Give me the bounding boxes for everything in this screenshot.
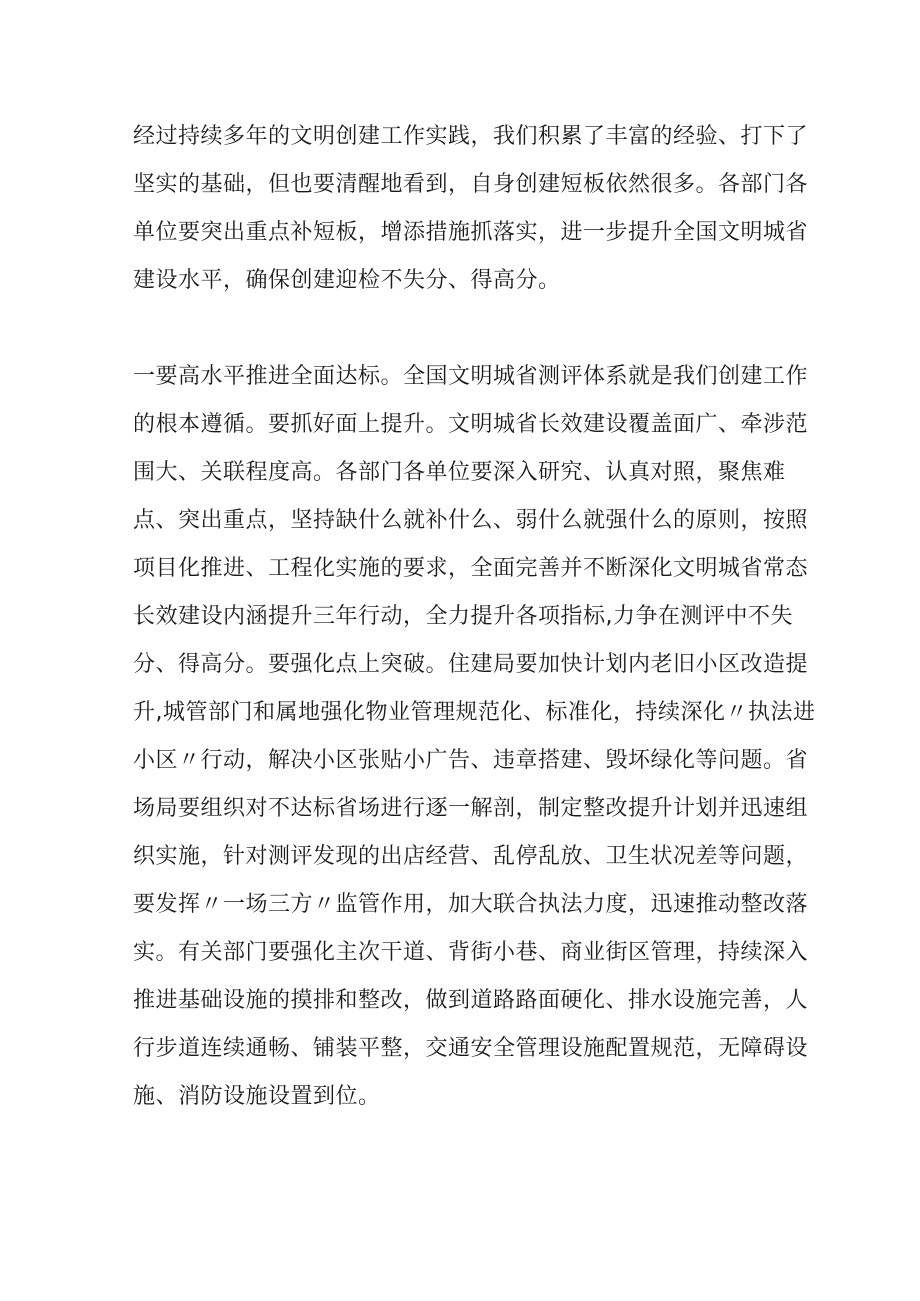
text-line: 围大、关联程度高。各部门各单位要深入研究、认真对照，聚焦难	[133, 460, 786, 485]
text-line: 建设水平，确保创建迎检不失分、得高分。	[133, 268, 561, 293]
text-line: 织实施，针对测评发现的出店经营、乱停乱放、卫生状况差等问题，	[133, 844, 809, 869]
text-line: 分、得高分。要强化点上突破。住建局要加快计划内老旧小区改造提	[133, 652, 809, 677]
text-line: 项目化推进、工程化实施的要求，全面完善并不断深化文明城省常态	[133, 556, 809, 581]
text-line: 一要高水平推进全面达标。全国文明城省测评体系就是我们创建工作	[133, 364, 809, 389]
text-line: 施、消防设施设置到位。	[133, 1084, 381, 1109]
text-line: 经过持续多年的文明创建工作实践，我们积累了丰富的经验、打下了	[133, 124, 809, 149]
text-line: 推进基础设施的摸排和整改，做到道路路面硬化、排水设施完善，人	[133, 988, 809, 1013]
text-line: 长效建设内涵提升三年行动，全力提升各项指标,力争在测评中不失	[133, 604, 793, 629]
text-line: 单位要突出重点补短板，增添措施抓落实，进一步提升全国文明城省	[133, 220, 809, 245]
text-line: 的根本遵循。要抓好面上提升。文明城省长效建设覆盖面广、牵涉范	[133, 412, 809, 437]
text-line: 升,城管部门和属地强化物业管理规范化、标准化，持续深化〃执法进	[133, 700, 816, 725]
text-line: 要发挥〃一场三方〃监管作用，加大联合执法力度，迅速推动整改落	[133, 892, 809, 917]
paragraph-intro	[133, 113, 808, 305]
paragraph-main	[133, 353, 816, 1121]
text-line: 场局要组织对不达标省场进行逐一解剖，制定整改提升计划并迅速组	[133, 796, 809, 821]
text-line: 行步道连续通畅、铺装平整，交通安全管理设施配置规范，无障碍设	[133, 1036, 809, 1061]
text-line: 点、突出重点，坚持缺什么就补什么、弱什么就强什么的原则，按照	[133, 508, 809, 533]
text-line: 小区〃行动，解决小区张贴小广告、违章搭建、毁坏绿化等问题。省	[133, 748, 809, 773]
text-line: 坚实的基础，但也要清醒地看到，自身创建短板依然很多。各部门各	[133, 172, 809, 197]
text-line: 实。有关部门要强化主次干道、背街小巷、商业街区管理，持续深入	[133, 940, 809, 965]
